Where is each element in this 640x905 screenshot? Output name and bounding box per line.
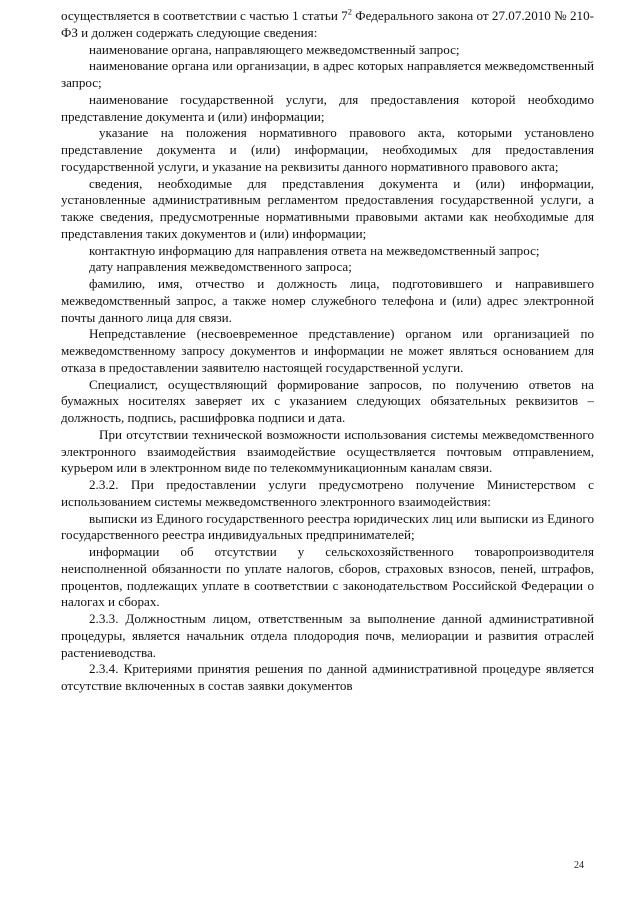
- paragraph-intro-text-end: Федерального закона от 27.07.2010 № 210-ФЗ и должен содержать следующие сведения:: [61, 8, 594, 40]
- paragraph-section-2-3-2: 2.3.2. При предоставлении услуги предусмотрено получение Министерством с использованием системы межведомственного электронного взаимодействия:: [61, 477, 594, 509]
- list-item-requesting-body: наименование органа, направляющего межведомственный запрос;: [89, 41, 460, 57]
- document-body: [61, 8, 594, 695]
- list-item-contact-info: контактную информацию для направления ответа на межведомственный запрос;: [89, 242, 540, 258]
- paragraph-section-2-3-4: 2.3.4. Критериями принятия решения по данной административной процедуре является отсутствие включенных в состав заявки документов: [61, 661, 594, 693]
- list-item-request-date: дату направления межведомственного запроса;: [89, 259, 352, 275]
- page-number: 24: [574, 860, 584, 871]
- list-item-tax-info: информации об отсутствии у сельскохозяйственного товаропроизводителя неисполненной обязанности по уплате налогов, сборов, страховых взносов, пеней, штрафов, процентов, подлежащих уплате в соответствии с законодательством Российской Федерации о налогах и сборах.: [61, 544, 594, 610]
- list-item-service-name: наименование государственной услуги, для предоставления которой необходимо представление документа и (или) информации;: [61, 91, 594, 124]
- list-item-required-info: сведения, необходимые для представления документа и (или) информации, установленные административным регламентом предоставления государственной услуги, а также сведения, предусмотренные нормативными правовыми актами как необходимые для представления таких документов и (или) информации;: [61, 175, 594, 241]
- list-item-responsible-person: фамилию, имя, отчество и должность лица, подготовившего и направившего межведомственный запрос, а также номер служебного телефона и (или) адрес электронной почты данного лица для связи.: [61, 276, 594, 325]
- superscript-article-number: 2: [347, 6, 352, 17]
- list-item-recipient-body: наименование органа или организации, в адрес которых направляется межведомственный запрос;: [61, 58, 594, 90]
- list-item-registry-extract: выписки из Единого государственного реестра юридических лиц или выписки из Единого государственного реестра индивидуальных предпринимателей;: [61, 510, 594, 543]
- list-item-legal-act: указание на положения нормативного правового акта, которыми установлено представление документа и (или) информации, необходимых для предоставления государственной услуги, и указание на реквизиты данного нормативного правового акта;: [61, 125, 594, 174]
- paragraph-specialist: Специалист, осуществляющий формирование запросов, по получению ответов на бумажных носителях заверяет их с указанием следующих обязательных реквизитов – должность, подпись, расшифровка подписи и дата.: [61, 376, 594, 425]
- paragraph-non-submission: Непредставление (несвоевременное представление) органом или организацией по межведомственному запросу документов и информации не может являться основанием для отказа в предоставлении заявителю настоящей государственной услуги.: [61, 326, 594, 375]
- paragraph-no-technical-capability: При отсутствии технической возможности использования системы межведомственного электронного взаимодействия взаимодействие осуществляется почтовым отправлением, курьером или в электронном виде по телекоммуникационным каналам связи.: [61, 426, 594, 476]
- paragraph-intro: [61, 8, 594, 42]
- paragraph-intro-text: осуществляется в соответствии с частью 1 статьи 7: [61, 8, 348, 23]
- paragraph-section-2-3-3: 2.3.3. Должностным лицом, ответственным за выполнение данной административной процедуры, является начальник отдела плодородия почв, мелиорации и развития отраслей растениеводства.: [61, 611, 594, 660]
